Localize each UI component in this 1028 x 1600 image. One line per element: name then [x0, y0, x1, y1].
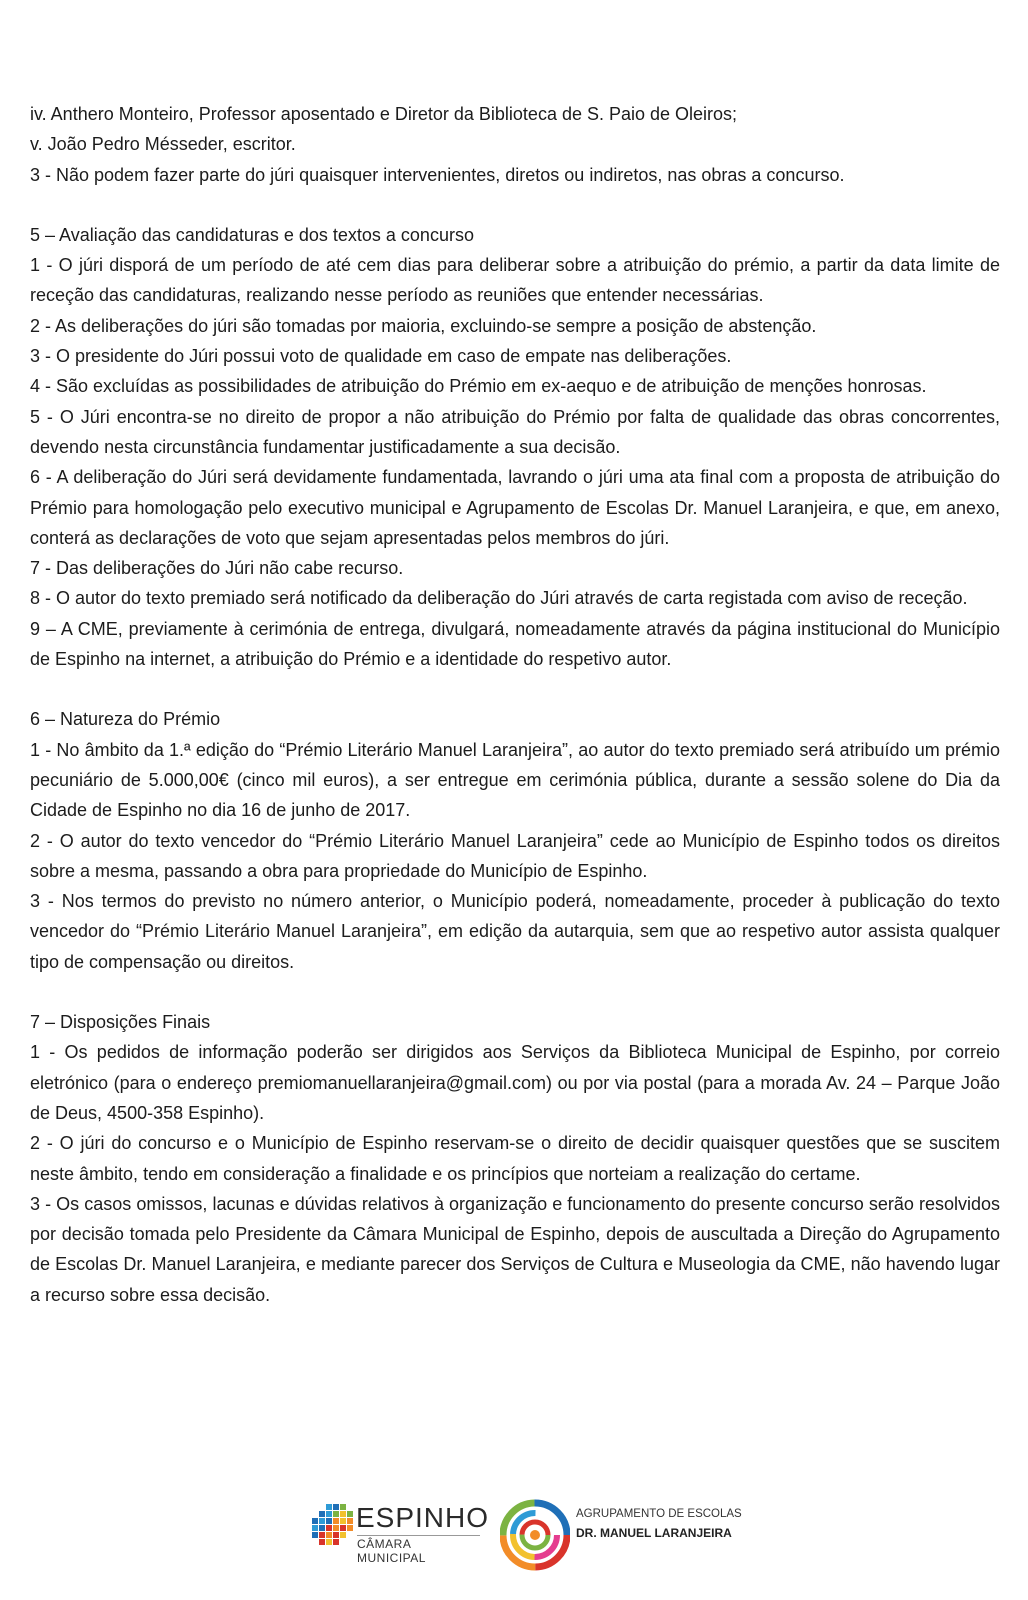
section-7-item: 2 - O júri do concurso e o Município de Espinho reservam-se o direito de decidir quaisquer questões que se suscitem neste âmbito, tendo em consideração a finalidade e os princípios que norteiam a realização do certame.	[30, 1133, 1000, 1184]
section-6-item: 3 - Nos termos do previsto no número anterior, o Município poderá, nomeadamente, proceder à publicação do texto vencedor do “Prémio Literário Manuel Laranjeira”, em edição da autarquia, sem que ao respetivo autor assista qualquer tipo de compensação ou direitos.	[30, 891, 1000, 972]
section-6-item: 1 - No âmbito da 1.ª edição do “Prémio Literário Manuel Laranjeira”, ao autor do texto premiado será atribuído um prémio pecuniário de 5.000,00€ (cinco mil euros), a ser entregue em cerimónia pública, durante a sessão solene do Dia da Cidade de Espinho no dia 16 de junho de 2017.	[30, 739, 1000, 821]
section-5-item: 4 - São excluídas as possibilidades de atribuição do Prémio em ex-aequo e de atribuição de menções honrosas.	[30, 376, 927, 397]
section-5-item: 8 - O autor do texto premiado será notificado da deliberação do Júri através de carta registada com aviso de receção.	[30, 588, 968, 609]
intro-line: 3 - Não podem fazer parte do júri quaisquer intervenientes, diretos ou indiretos, nas obras a concurso.	[30, 164, 845, 185]
intro-line: v. João Pedro Mésseder, escritor.	[30, 134, 296, 155]
espinho-name: ESPINHO	[356, 1502, 490, 1533]
agrupamento-line-2: DR. MANUEL LARANJEIRA	[576, 1526, 732, 1540]
agrupamento-logo	[500, 1490, 760, 1580]
section-7-item: 3 - Os casos omissos, lacunas e dúvidas relativos à organização e funcionamento do presente concurso serão resolvidos por decisão tomada pelo Presidente da Câmara Municipal de Espinho, depois de auscultada a Direção do Agrupamento de Escolas Dr. Manuel Laranjeira, e mediante parecer dos Serviços de Cultura e Museologia da CME, não havendo lugar a recurso sobre essa decisão.	[30, 1193, 1000, 1305]
section-5-item: 3 - O presidente do Júri possui voto de qualidade em caso de empate nas deliberações.	[30, 346, 732, 367]
section-5-item: 5 - O Júri encontra-se no direito de propor a não atribuição do Prémio por falta de qualidade das obras concorrentes, devendo nesta circunstância fundamentar justificadamente a sua decisão.	[30, 406, 1000, 457]
section-5-item: 6 - A deliberação do Júri será devidamente fundamentada, lavrando o júri uma ata final com a proposta de atribuição do Prémio para homologação pelo executivo municipal e Agrupamento de Escolas Dr. Manuel Laranjeira, e que, em anexo, conterá as declarações de voto que sejam apresentadas pelos membros do júri.	[30, 467, 1000, 548]
intro-line: iv. Anthero Monteiro, Professor aposentado e Diretor da Biblioteca de S. Paio de Oleiros;	[30, 104, 738, 124]
section-7-heading: 7 – Disposições Finais	[30, 1012, 211, 1033]
section-7-item: 1 - Os pedidos de informação poderão ser dirigidos aos Serviços da Biblioteca Municipal de Espinho, por correio eletrónico (para o endereço premiomanuellaranjeira@gmail.com) ou por via postal (para a morada Av. 24 – Parque João de Deus, 4500-358 Espinho).	[30, 1042, 1000, 1123]
footer-logos	[0, 1490, 1028, 1585]
section-5-item: 7 - Das deliberações do Júri não cabe recurso.	[30, 558, 404, 579]
agrupamento-line-1: AGRUPAMENTO DE ESCOLAS	[576, 1508, 742, 1520]
document-body	[30, 99, 1000, 1310]
section-5-item: 9 – A CME, previamente à cerimónia de entrega, divulgará, nomeadamente através da página institucional do Município de Espinho na internet, a atribuição do Prémio e a identidade do respetivo autor.	[30, 618, 1000, 670]
agrupamento-swirl-icon	[500, 1490, 570, 1580]
section-5-item: 2 - As deliberações do júri são tomadas por maioria, excluindo-se sempre a posição de abstenção.	[30, 315, 817, 336]
section-6-heading: 6 – Natureza do Prémio	[30, 709, 221, 730]
section-6-item: 2 - O autor do texto vencedor do “Prémio Literário Manuel Laranjeira” cede ao Município de Espinho todos os direitos sobre a mesma, passando a obra para propriedade do Município de Espinho.	[30, 830, 1000, 881]
espinho-subtitle: CÂMARA MUNICIPAL	[357, 1535, 480, 1565]
section-5-item: 1 - O júri disporá de um período de até cem dias para deliberar sobre a atribuição do prémio, a partir da data limite de receção das candidaturas, realizando nesse período as reuniões que entender necessárias.	[30, 255, 1000, 306]
espinho-logo	[310, 1498, 490, 1565]
section-5-heading: 5 – Avaliação das candidaturas e dos textos a concurso	[30, 224, 474, 245]
espinho-grid-icon	[310, 1504, 354, 1548]
